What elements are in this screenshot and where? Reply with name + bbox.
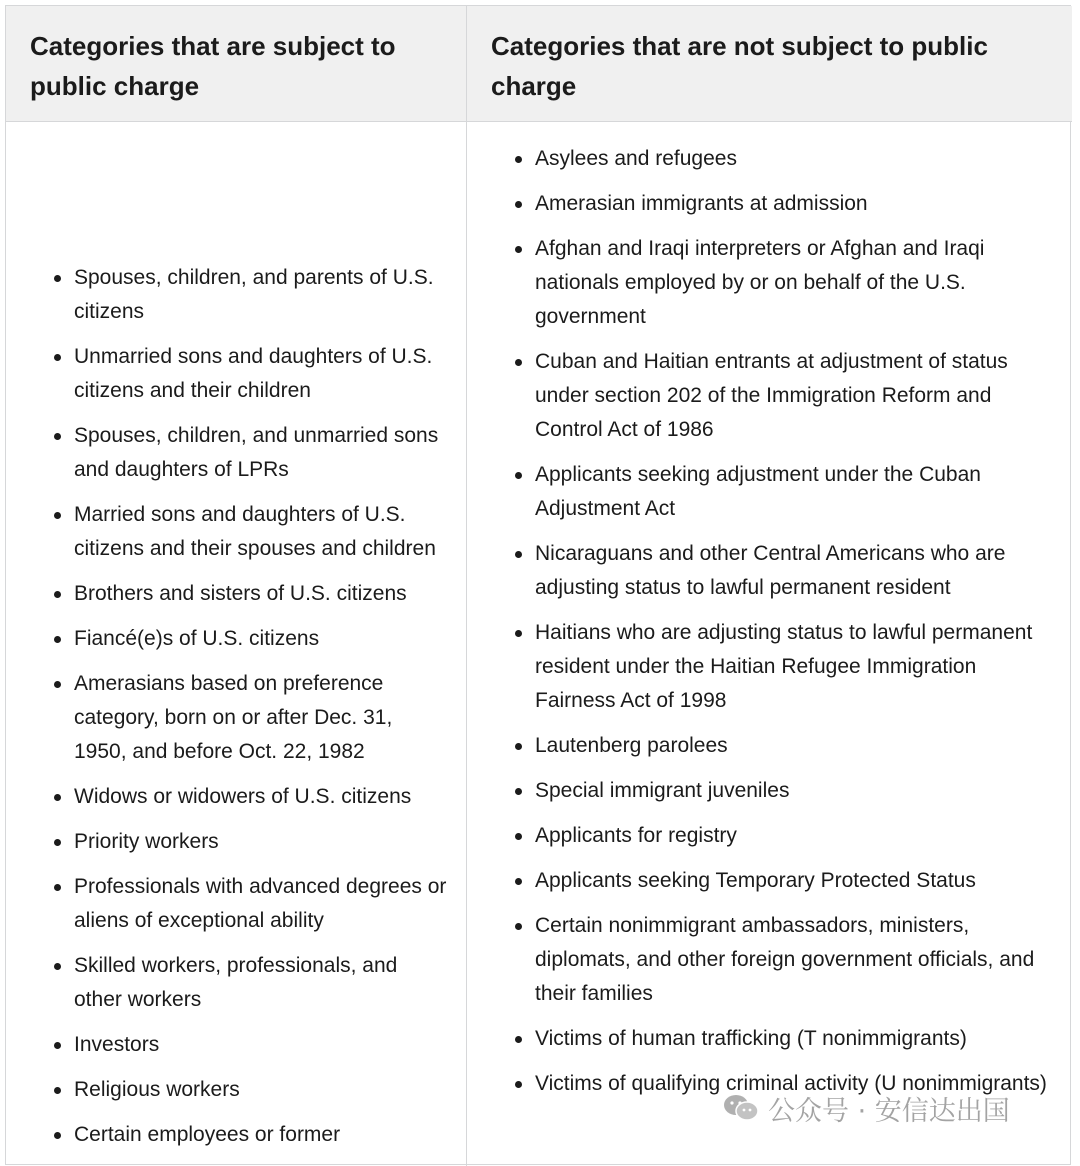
list-item: Investors: [74, 1028, 449, 1062]
list-item: Spouses, children, and parents of U.S. citizens: [74, 261, 449, 329]
list-item: Widows or widowers of U.S. citizens: [74, 780, 449, 814]
list-item: Professionals with advanced degrees or aliens of exceptional ability: [74, 870, 449, 938]
list-item: Amerasians based on preference category, born on or after Dec. 31, 1950, and before Oct. 22, 1982: [74, 667, 449, 769]
list-item: Religious workers: [74, 1073, 449, 1107]
list-item: Unmarried sons and daughters of U.S. citizens and their children: [74, 340, 449, 408]
not-subject-column: [467, 122, 1072, 1166]
wechat-icon: [722, 1092, 760, 1124]
list-item: Nicaraguans and other Central Americans who are adjusting status to lawful permanent resident: [535, 537, 1055, 605]
list-item: Applicants seeking Temporary Protected Status: [535, 864, 1055, 898]
list-item: Asylees and refugees: [535, 142, 1055, 176]
list-item: Haitians who are adjusting status to lawful permanent resident under the Haitian Refugee Immigration Fairness Act of 1998: [535, 616, 1055, 718]
list-item: Fiancé(e)s of U.S. citizens: [74, 622, 449, 656]
not-subject-list: [535, 142, 1055, 1112]
header-not-subject-to-public-charge: Categories that are not subject to public charge: [467, 6, 1072, 122]
list-item: Afghan and Iraqi interpreters or Afghan and Iraqi nationals employed by or on behalf of the U.S. government: [535, 232, 1055, 334]
watermark-text: 公众号 · 安信达出国: [768, 1095, 1010, 1127]
list-item: Victims of human trafficking (T nonimmigrants): [535, 1022, 1055, 1056]
list-item: Amerasian immigrants at admission: [535, 187, 1055, 221]
list-item: Brothers and sisters of U.S. citizens: [74, 577, 449, 611]
list-item: Certain employees or former: [74, 1118, 449, 1152]
list-item: Married sons and daughters of U.S. citizens and their spouses and children: [74, 498, 449, 566]
list-item: Applicants seeking adjustment under the Cuban Adjustment Act: [535, 458, 1055, 526]
header-subject-to-public-charge: Categories that are subject to public charge: [6, 6, 467, 122]
list-item: Certain nonimmigrant ambassadors, ministers, diplomats, and other foreign government officials, and their families: [535, 909, 1055, 1011]
list-item: Lautenberg parolees: [535, 729, 1055, 763]
list-item: Cuban and Haitian entrants at adjustment of status under section 202 of the Immigration Reform and Control Act of 1986: [535, 345, 1055, 447]
list-item: Special immigrant juveniles: [535, 774, 1055, 808]
subject-column: [6, 122, 467, 1166]
list-item: Skilled workers, professionals, and other workers: [74, 949, 449, 1017]
list-item: Spouses, children, and unmarried sons and daughters of LPRs: [74, 419, 449, 487]
list-item: Applicants for registry: [535, 819, 1055, 853]
list-item: Priority workers: [74, 825, 449, 859]
list-item: Victims of qualifying criminal activity (U nonimmigrants): [535, 1067, 1055, 1101]
watermark: [722, 1088, 1010, 1128]
subject-list: [74, 261, 449, 1163]
public-charge-table: [5, 5, 1071, 1165]
